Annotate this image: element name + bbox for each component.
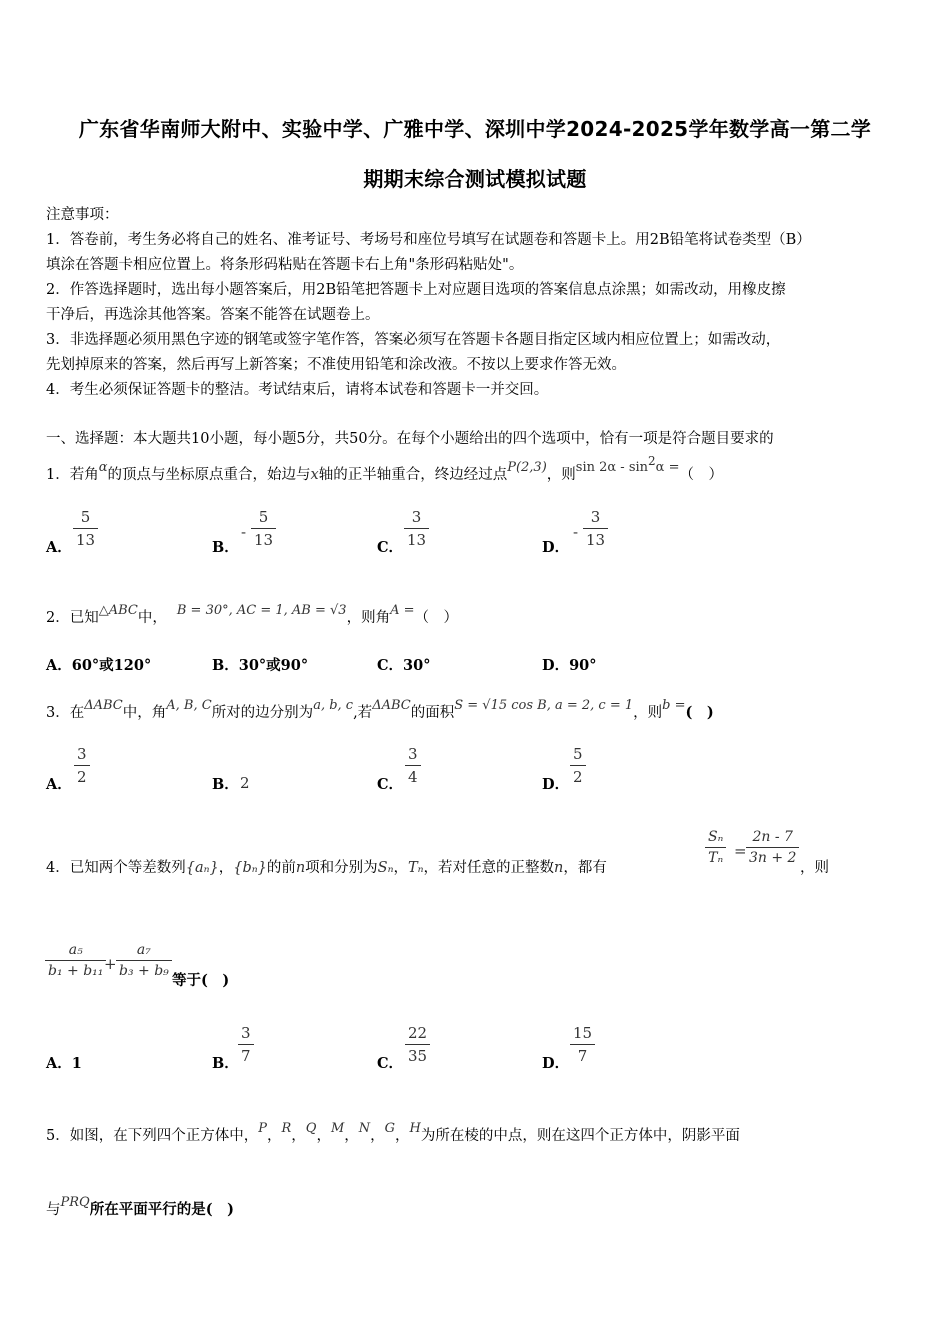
q2-triangle: △ABC (98, 603, 138, 618)
q1-option-c-value (404, 508, 429, 549)
frac-num: 3 (590, 508, 601, 526)
frac-num: 3 (408, 745, 418, 763)
q3-triangle: ΔABC (372, 698, 411, 713)
frac-num: 5 (80, 508, 91, 526)
frac-den: 7 (577, 1047, 588, 1065)
notice-line: 2．作答选择题时，选出每小题答案后，用2B铅笔把答题卡上对应题目选项的答案信息点涂黑；如需改动，用橡皮擦 (46, 282, 786, 298)
q1-option-c: C． (377, 539, 404, 556)
frac-den: 13 (407, 531, 427, 549)
q4-sequence-b: {bₙ} (233, 860, 267, 876)
q1-exponent: 2 (648, 454, 656, 468)
q2-text: 2．已知 (46, 610, 99, 626)
frac-den: 13 (254, 531, 274, 549)
q3-option-c-value (405, 745, 421, 786)
q3-option-b: B． (212, 776, 239, 793)
frac-num: 5 (258, 508, 269, 526)
q4-comma: ， (218, 860, 234, 876)
q1-text: ，则 (546, 467, 576, 483)
q3-option-b-value: 2 (240, 774, 250, 792)
q3-text: ，则 (633, 705, 663, 721)
q2-paren: （ ） (414, 610, 458, 626)
question-5-cont (46, 1195, 234, 1219)
q5-point: H (409, 1121, 421, 1136)
notice-line: 3．非选择题必须用黑色字迹的钢笔或签字笔作答，答案必须写在答题卡各题目指定区域内相应位置上；如需改动， (46, 332, 781, 348)
q1-option-d-value (583, 508, 608, 549)
q4-equals: = (734, 842, 747, 860)
q4-expr-term1 (45, 942, 106, 979)
q4-ratio (705, 829, 726, 866)
frac-num: Sₙ (708, 829, 724, 845)
q4-sequence-a: {aₙ} (185, 860, 219, 876)
frac-num: 3 (411, 508, 422, 526)
q2-text: 中， (137, 610, 167, 626)
q2-option-b: B．30°或90° (212, 657, 309, 674)
frac-num: 3 (241, 1024, 251, 1042)
q5-point: R (281, 1121, 292, 1136)
q1-expression (575, 454, 680, 475)
page-title-line2: 期期末综合测试模拟试题 (363, 167, 587, 191)
q4-option-d-value (570, 1024, 595, 1065)
q5-plane: PRQ (60, 1195, 90, 1210)
frac-num: 5 (573, 745, 583, 763)
q4-n: n (295, 860, 306, 876)
frac-den: 3n + 2 (749, 850, 797, 866)
q5-sep: ， (344, 1128, 359, 1144)
frac-num: 2n - 7 (752, 829, 793, 845)
notice-line: 4．考生必须保证答题卡的整洁。考试结束后，请将本试卷和答题卡一并交回。 (46, 382, 549, 398)
q4-option-a: A．1 (46, 1055, 82, 1072)
q5-text: 所在平面平行的是( ) (89, 1201, 234, 1218)
q3-paren: ( ) (685, 704, 714, 721)
q5-text: 与 (46, 1202, 61, 1218)
notice-line: 填涂在答题卡相应位置上。将条形码粘贴在答题卡右上角"条形码粘贴处"。 (46, 257, 524, 273)
q4-option-b-value (238, 1024, 254, 1065)
q3-area: S = √15 cos B, a = 2, c = 1 (454, 698, 634, 713)
frac-num: 15 (573, 1024, 593, 1042)
q4-text: ，若对任意的正整数 (423, 860, 555, 876)
q1-alpha: α (98, 460, 108, 475)
q3-text: 所对的边分别为 (211, 705, 314, 721)
frac-num: 22 (408, 1024, 428, 1042)
q1-expr-part: sin 2α - sin (575, 460, 649, 475)
minus-sign: - (573, 523, 579, 541)
q1-point: P(2,3) (507, 460, 547, 475)
frac-num: 3 (77, 745, 87, 763)
q1-option-b-value (251, 508, 276, 549)
q4-plus: + (104, 955, 117, 973)
q4-expr-term2 (116, 942, 172, 979)
frac-den: 4 (408, 768, 418, 786)
q2-option-d: D．90° (542, 657, 597, 674)
q4-option-d: D． (542, 1055, 570, 1072)
frac-den: 13 (586, 531, 606, 549)
frac-den: b₁ + b₁₁ (48, 963, 104, 979)
q2-option-a: A．60°或120° (46, 657, 152, 674)
q5-point: M (330, 1121, 345, 1136)
notice-heading: 注意事项： (46, 207, 119, 223)
frac-den: b₃ + b₉ (119, 963, 169, 979)
q3-b: b = (662, 698, 686, 713)
frac-den: 35 (408, 1047, 428, 1065)
notice-line: 先划掉原来的答案，然后再写上新答案；不准使用铅笔和涂改液。不按以上要求作答无效。 (46, 357, 626, 373)
q2-conditions: B = 30°, AC = 1, AB = √3 (176, 603, 347, 618)
q1-x: x (310, 467, 319, 483)
q1-option-a-value (73, 508, 98, 549)
question-4 (46, 856, 607, 877)
q2-text: ，则角 (346, 610, 391, 626)
q1-option-b: B． (212, 539, 239, 556)
q1-expr-part: α = (655, 460, 680, 475)
q4-text: ，都有 (563, 860, 607, 876)
question-5 (46, 1121, 740, 1145)
q5-point: G (384, 1121, 396, 1136)
q3-option-a-value (74, 745, 90, 786)
q3-sides: a, b, c (313, 698, 354, 713)
q1-paren: （ ） (679, 467, 723, 483)
q3-text: 3．在 (46, 705, 85, 721)
frac-den: 13 (76, 531, 96, 549)
notice-line: 1．答卷前，考生务必将自己的姓名、准考证号、考场号和座位号填写在试题卷和答题卡上。用2B铅笔将试卷类型（B） (46, 232, 811, 248)
q4-option-c-value (405, 1024, 430, 1065)
q3-text: 的面积 (410, 705, 455, 721)
q5-sep: ， (395, 1128, 410, 1144)
notice-line: 干净后，再选涂其他答案。答案不能答在试题卷上。 (46, 307, 380, 323)
frac-num: a₇ (136, 942, 151, 958)
q4-option-c: C． (377, 1055, 404, 1072)
q3-option-a: A． (46, 776, 72, 793)
q2-option-c: C．30° (377, 657, 431, 674)
q1-option-d: D． (542, 539, 570, 556)
page-title-line1: 广东省华南师大附中、实验中学、广雅中学、深圳中学2024-2025学年数学高一第二学 (78, 117, 872, 141)
q3-option-d-value (570, 745, 586, 786)
q4-text: 的前 (266, 860, 296, 876)
q5-sep: ， (266, 1128, 282, 1144)
q4-Tn: Tₙ (407, 860, 424, 876)
frac-den: 2 (77, 768, 87, 786)
q2-angle: A = (390, 603, 415, 618)
q3-text: ,若 (353, 705, 373, 721)
section-heading: 一、选择题：本大题共10小题，每小题5分，共50分。在每个小题给出的四个选项中，恰有一项是符合题目要求的 (46, 431, 774, 447)
q4-then: ，则 (800, 860, 829, 876)
q4-rhs (746, 829, 799, 866)
question-1 (46, 454, 723, 484)
frac-num: a₅ (68, 942, 83, 958)
q4-text: 项和分别为 (305, 860, 378, 876)
q1-text: 轴的正半轴重合，终边经过点 (318, 467, 508, 483)
q5-text: 5．如图，在下列四个正方体中， (46, 1128, 259, 1144)
q3-angles: A, B, C (166, 698, 212, 713)
q4-option-b: B． (212, 1055, 239, 1072)
frac-den: Tₙ (708, 850, 724, 866)
q1-text: 的顶点与坐标原点重合，始边与 (107, 467, 311, 483)
frac-den: 2 (573, 768, 583, 786)
q5-point: N (358, 1121, 371, 1136)
q4-equals-text: 等于( ) (172, 972, 230, 989)
q3-option-d: D． (542, 776, 570, 793)
q5-sep: ， (291, 1128, 306, 1144)
minus-sign: - (241, 523, 247, 541)
q3-triangle: ΔABC (84, 698, 123, 713)
question-2 (46, 603, 458, 627)
q4-n: n (554, 860, 564, 876)
q5-point: P (258, 1121, 267, 1136)
q1-option-a: A． (46, 539, 72, 556)
q5-text: 为所在棱的中点，则在这四个正方体中，阴影平面 (420, 1128, 740, 1144)
question-3 (46, 698, 714, 722)
q4-Sn: Sₙ (377, 860, 394, 876)
q5-point: Q (305, 1121, 317, 1136)
q1-text: 1．若角 (46, 467, 99, 483)
q5-sep: ， (370, 1128, 385, 1144)
q5-sep: ， (316, 1128, 331, 1144)
q3-text: 中，角 (122, 705, 167, 721)
frac-den: 7 (241, 1047, 251, 1065)
q3-option-c: C． (377, 776, 404, 793)
q4-text: 4．已知两个等差数列 (46, 860, 186, 876)
q4-comma: ， (393, 860, 408, 876)
